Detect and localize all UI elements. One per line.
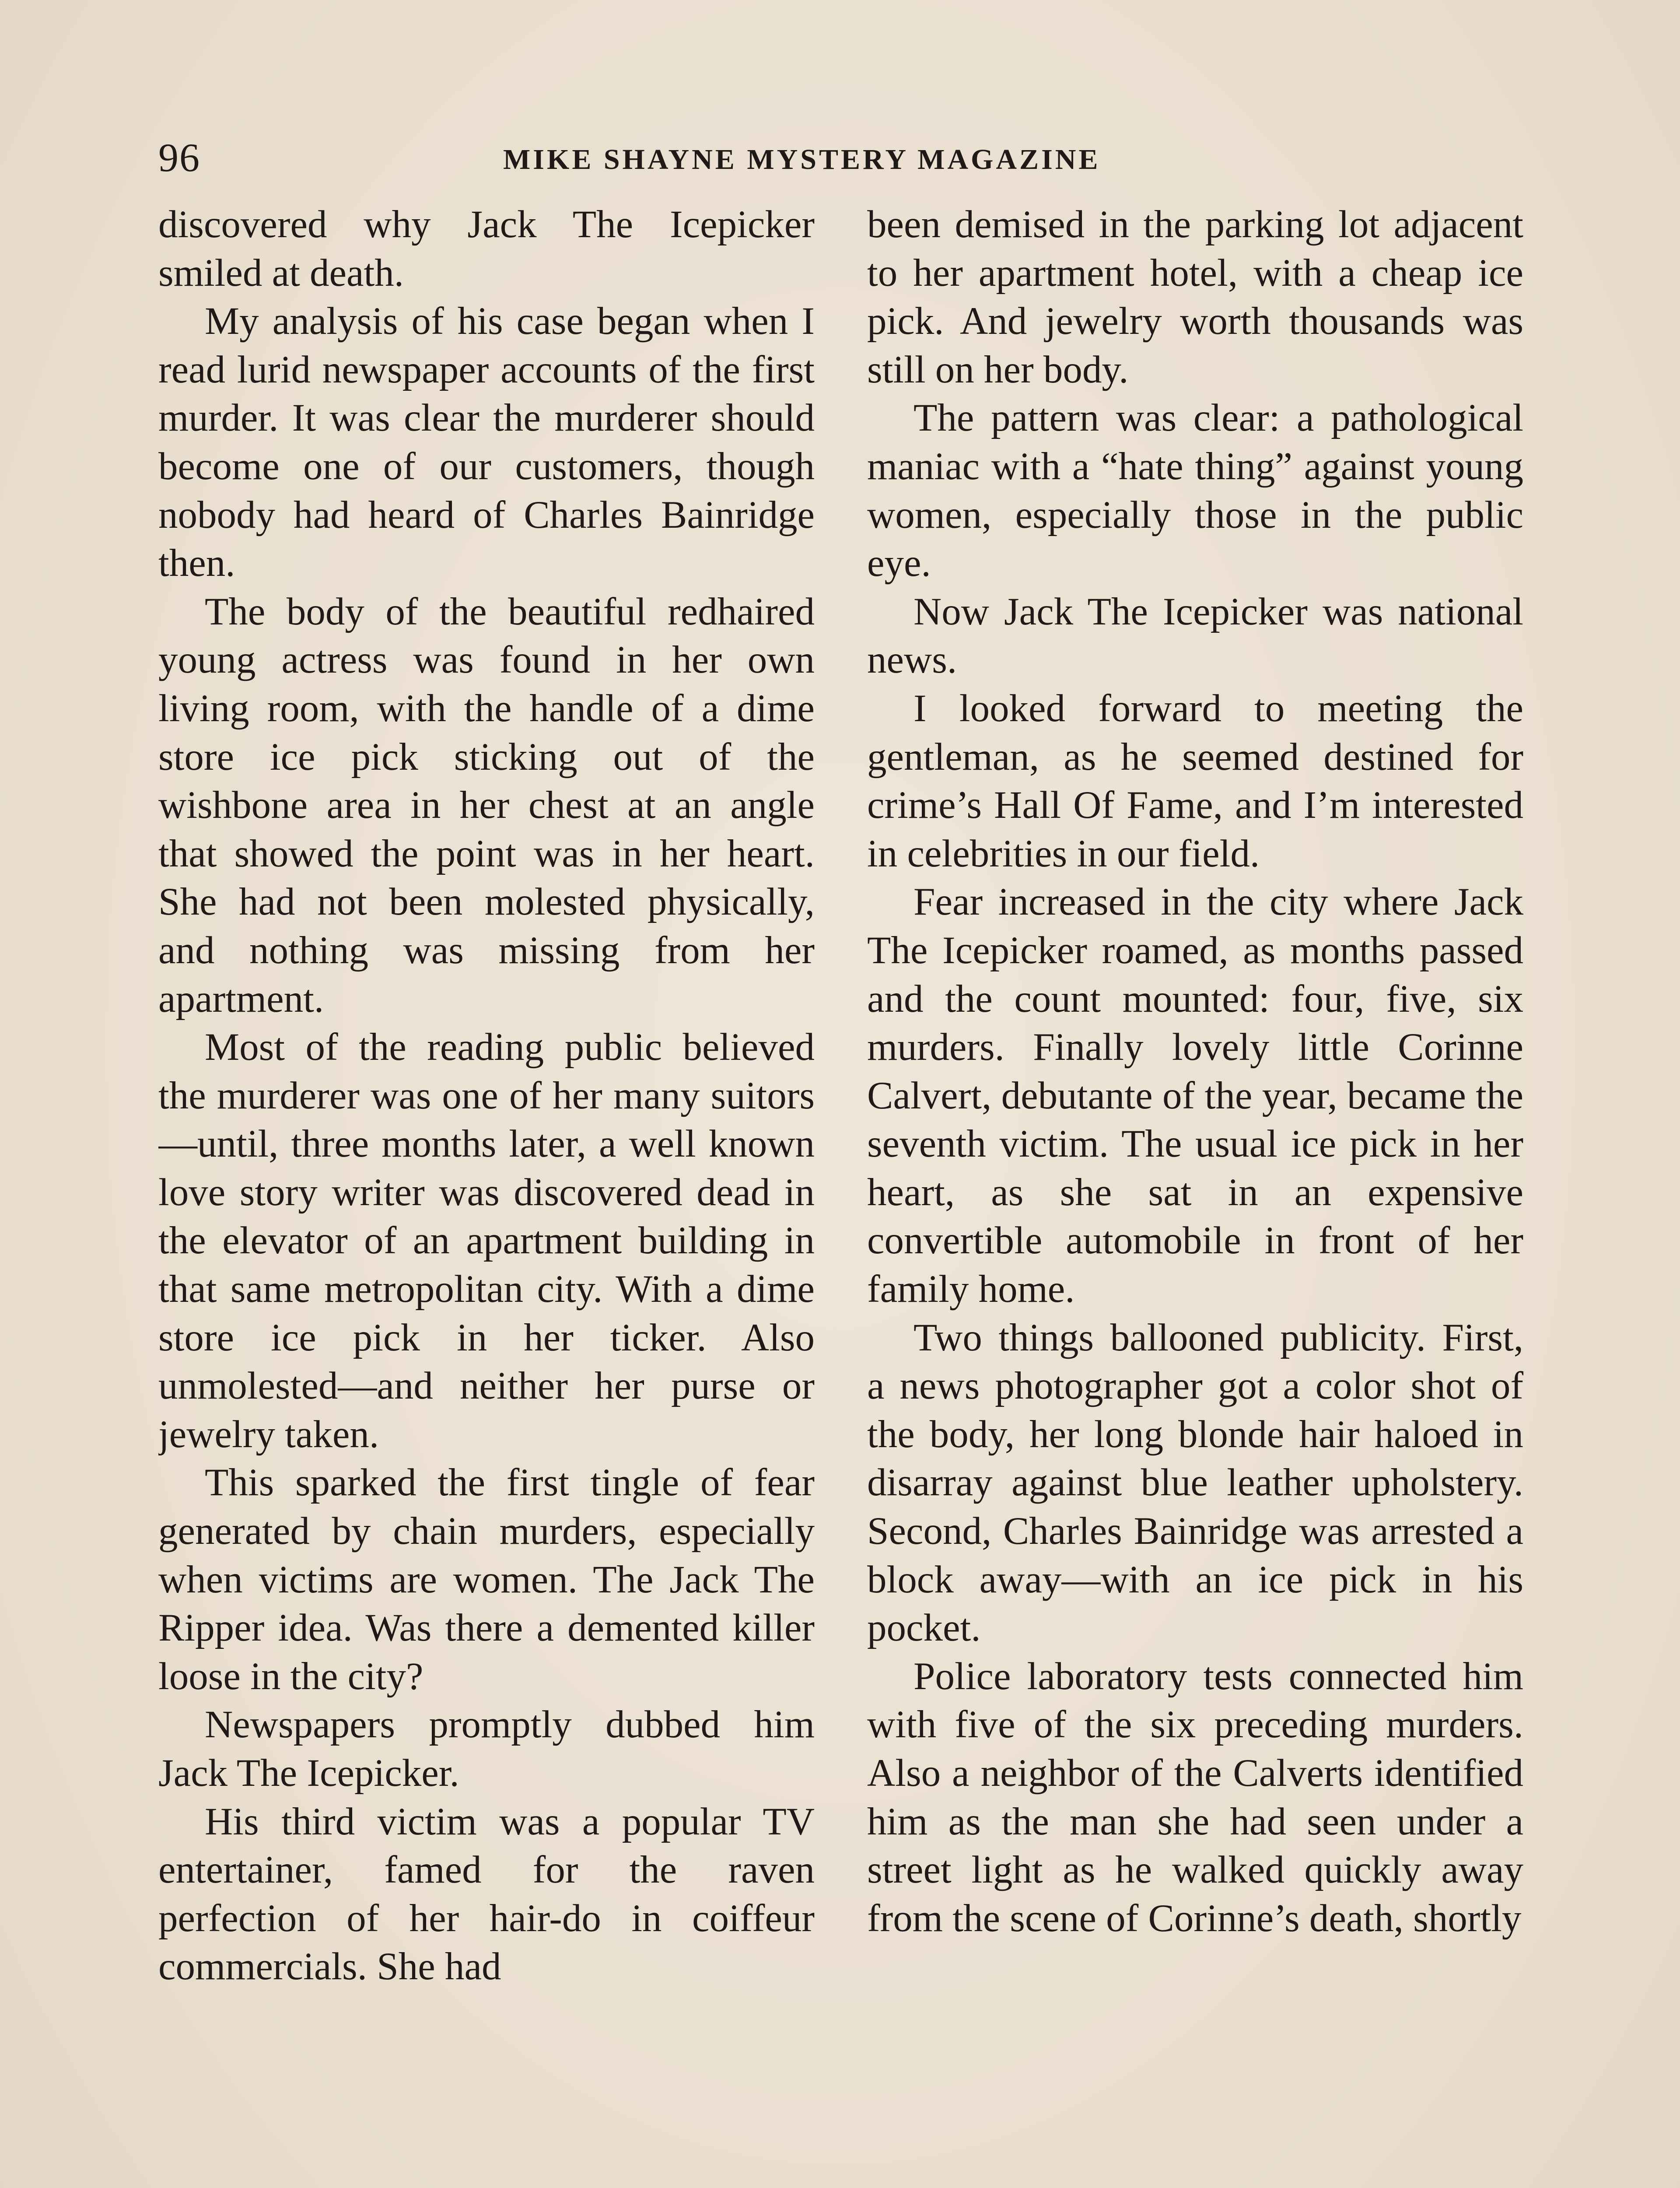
paragraph: I looked forward to meeting the gentleman, as he seemed destined for crime’s Hall Of Fame, and I’m interested in celebrities in our field. [867,687,1523,875]
paragraph: Police laboratory tests connected him with five of the six preceding murders. Also a neighbor of the Calverts identified him as the man she had seen under a street light as he walked quickly away from the scene of Corinne’s death, shortly [867,1655,1523,1940]
paragraph: Most of the reading public believed the murderer was one of her many suitors—until, three months later, a well known love story writer was discovered dead in the elevator of an apartment building in that same metropolitan city. With a dime store ice pick in her ticker. Also unmolested—and neither her purse or jewelry taken. [158,1026,815,1456]
paragraph: The pattern was clear: a pathological maniac with a “hate thing” against young women, especially those in the public eye. [867,396,1523,585]
right-column [867,200,1523,2188]
paragraph: This sparked the first tingle of fear generated by chain murders, especially when victims are women. The Jack The Ripper idea. Was there a demented killer loose in the city? [158,1461,815,1698]
page-number: 96 [158,135,200,180]
paragraph: Newspapers promptly dubbed him Jack The Icepicker. [158,1703,815,1795]
paragraph: His third victim was a popular TV entertainer, famed for the raven perfection of her hair-do in coiffeur commercials. She had [158,1800,815,1988]
left-column [158,200,815,2188]
page-header [158,131,1527,184]
paragraph: Now Jack The Icepicker was national news. [867,590,1523,682]
paragraph: discovered why Jack The Icepicker smiled at death. [158,203,815,295]
running-head: MIKE SHAYNE MYSTERY MAGAZINE [503,144,1101,175]
paragraph: Two things ballooned publicity. First, a news photographer got a color shot of the body, her long blonde hair haloed in disarray against blue leather upholstery. Second, Charles Bainridge was arrested a block away—with an ice pick in his pocket. [867,1316,1523,1650]
paragraph: been demised in the parking lot adjacent to her apartment hotel, with a cheap ice pick. And jewelry worth thousands was still on her body. [867,203,1523,391]
paragraph: Fear increased in the city where Jack The Icepicker roamed, as months passed and the count mounted: four, five, six murders. Finally lovely little Corinne Calvert, debutante of the year, became the seventh victim. The usual ice pick in her heart, as she sat in an expensive convertible automobile in front of her family home. [867,880,1523,1311]
paragraph: My analysis of his case began when I read lurid newspaper accounts of the first murder. It was clear the murderer should become one of our customers, though nobody had heard of Charles Bainridge then. [158,300,815,585]
paragraph: The body of the beautiful redhaired young actress was found in her own living room, with the handle of a dime store ice pick sticking out of the wishbone area in her chest at an angle that showed the point was in her heart. She had not been molested physically, and nothing was missing from her apartment. [158,590,815,1020]
